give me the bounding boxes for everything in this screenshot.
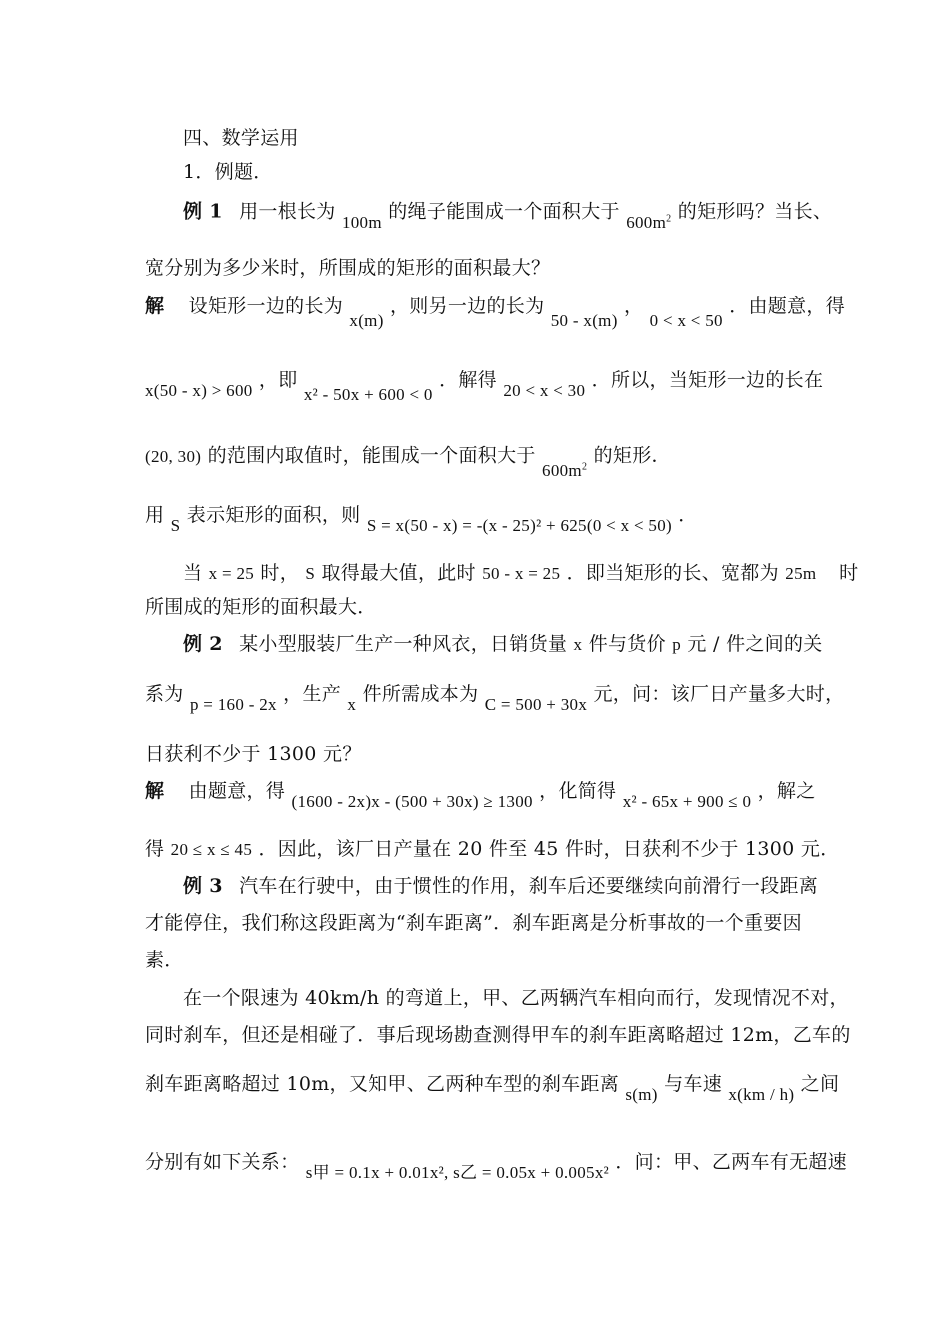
text: 的矩形吗？当长、 — [677, 200, 833, 223]
text: ．问：甲、乙两车有无超速 — [615, 1151, 847, 1173]
math: 50 - x(m) — [550, 311, 618, 330]
math: x — [347, 695, 357, 714]
math: 100m — [341, 212, 382, 232]
text: 件所需成本为 — [362, 683, 479, 705]
solution-1-line-2 — [145, 368, 824, 404]
text: ．因此，该厂日产量在 20 件至 45 件时，日获利不少于 1300 元． — [258, 838, 840, 860]
solution-2-line-1 — [145, 779, 816, 811]
math: S — [305, 564, 316, 583]
text: ．即当矩形的长、宽都为 — [566, 562, 779, 584]
math: 50 - x = 25 — [482, 564, 561, 583]
solution-1-line-4 — [145, 503, 698, 535]
math: p = 160 - 2x — [189, 695, 277, 714]
text: 时 — [839, 562, 859, 584]
math: 20 ≤ x ≤ 45 — [170, 840, 253, 859]
text: 刹车距离略超过 10m，又知甲、乙两种车型的刹车距离 — [145, 1073, 620, 1095]
superscript: 2 — [666, 213, 672, 224]
text: 表示矩形的面积，则 — [186, 504, 361, 526]
example-3-line-6 — [145, 1072, 840, 1104]
example-2-line-2 — [145, 682, 845, 714]
text: 用 — [145, 504, 165, 526]
text: 之间 — [800, 1073, 840, 1095]
solution-2-line-2 — [145, 837, 840, 862]
text: 元 / 件之间的关 — [687, 633, 823, 655]
text: 取得最大值，此时 — [321, 562, 476, 584]
math: 0 < x < 50 — [649, 311, 723, 330]
subsection-heading: 1．例题． — [183, 161, 273, 183]
math: p — [672, 635, 682, 654]
math: x(m) — [349, 311, 384, 330]
text: 分别有如下关系： — [145, 1151, 300, 1173]
text: ．解得 — [439, 369, 497, 391]
text: ，生产 — [283, 683, 342, 705]
example-3-line-5: 同时刹车，但还是相碰了．事后现场勘查测得甲车的刹车距离略超过 12m，乙车的 — [145, 1024, 851, 1046]
math: 25m — [785, 564, 817, 583]
text: ， — [624, 295, 644, 317]
math: 600m — [542, 460, 582, 480]
text: 与车速 — [664, 1073, 723, 1095]
example-3-line-3: 素． — [145, 949, 184, 971]
text: 汽车在行驶中，由于惯性的作用，刹车后还要继续向前滑行一段距离 — [239, 875, 819, 897]
math: x(km / h) — [728, 1085, 795, 1104]
example-2-line-3: 日获利不少于 1300 元？ — [145, 743, 362, 765]
example-1-line-1 — [183, 197, 833, 232]
example-1-line-2: 宽分别为多少米时，所围成的矩形的面积最大？ — [145, 257, 551, 279]
text: 得 — [145, 838, 165, 860]
text: 由题意，得 — [188, 780, 286, 802]
math: 600m — [626, 212, 667, 232]
example-3-label: 例 3 — [183, 875, 223, 897]
solution-1-line-1 — [145, 294, 846, 330]
superscript: 2 — [581, 461, 588, 472]
text: ，则另一边的长为 — [390, 295, 545, 317]
math: S — [170, 516, 181, 535]
text: 设矩形一边的长为 — [188, 295, 344, 317]
math: x — [573, 635, 583, 654]
text: 时， — [260, 562, 299, 584]
text: 当 — [183, 562, 203, 584]
text: ，解之 — [757, 780, 816, 802]
example-3-line-1 — [183, 874, 818, 898]
solution-1-line-5 — [183, 561, 858, 586]
math: x² - 65x + 900 ≤ 0 — [622, 792, 752, 811]
solution-label: 解 — [145, 295, 165, 317]
text: 的绳子能围成一个面积大于 — [388, 200, 620, 223]
example-3-line-2: 才能停住，我们称这段距离为“刹车距离”．刹车距离是分析事故的一个重要因 — [145, 912, 802, 934]
example-3-line-7 — [145, 1150, 847, 1182]
math: x(50 - x) > 600 — [145, 381, 253, 400]
math: S = x(50 - x) = -(x - 25)² + 625(0 < x < 50) — [366, 516, 672, 535]
text: ，即 — [258, 369, 298, 391]
math: (1600 - 2x)x - (500 + 30x) ≥ 1300 — [291, 792, 533, 811]
math: s(m) — [625, 1085, 658, 1104]
text: 系为 — [145, 683, 184, 705]
math: s甲 = 0.1x + 0.01x², s乙 = 0.05x + 0.005x² — [305, 1163, 610, 1182]
math: x = 25 — [208, 564, 255, 583]
math: (20, 30) — [145, 446, 202, 466]
text: ．所以，当矩形一边的长在 — [591, 369, 824, 391]
text: 某小型服装厂生产一种风衣，日销货量 — [239, 633, 568, 655]
example-3-line-4: 在一个限速为 40km/h 的弯道上，甲、乙两辆汽车相向而行，发现情况不对， — [183, 987, 849, 1009]
solution-label: 解 — [145, 780, 165, 802]
text: 的矩形． — [593, 444, 671, 467]
text: ．由题意，得 — [729, 295, 846, 317]
text: 的范围内取值时，能围成一个面积大于 — [207, 444, 536, 467]
math: C = 500 + 30x — [484, 695, 588, 714]
text: ，化简得 — [539, 780, 617, 802]
text: 用一根长为 — [239, 200, 336, 223]
example-1-label: 例 1 — [183, 200, 223, 223]
section-heading: 四、数学运用 — [183, 127, 299, 149]
text: 元，问：该厂日产量多大时， — [593, 683, 845, 705]
example-2-line-1 — [183, 632, 823, 657]
text: 件与货价 — [588, 633, 666, 655]
text: ． — [678, 504, 698, 526]
example-2-label: 例 2 — [183, 633, 223, 655]
math: x² - 50x + 600 < 0 — [303, 385, 433, 404]
solution-1-line-6: 所围成的矩形的面积最大． — [145, 596, 377, 618]
math: 20 < x < 30 — [503, 381, 586, 400]
solution-1-line-3 — [145, 441, 671, 480]
